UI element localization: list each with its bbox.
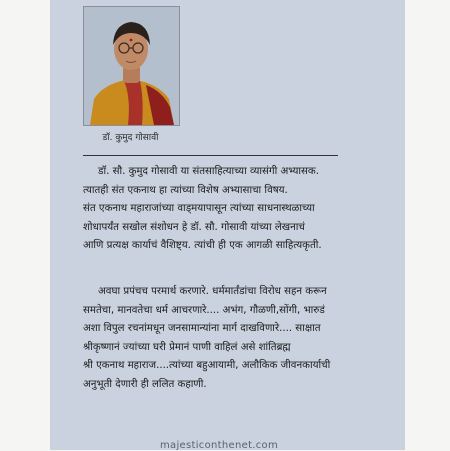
text-line: त्यातही संत एकनाथ हा त्यांच्या विशेष अभ्यासाचा विषय. (83, 184, 288, 196)
author-portrait-image (84, 7, 179, 125)
divider (83, 155, 338, 156)
text-line: डॉ. सौ. कुमुद गोसावी या संतसाहित्याच्या व्यासंगी अभ्यासक. (98, 166, 319, 177)
watermark: majesticonthenet.com (160, 440, 279, 451)
text-line: श्री एकनाथ महाराज....त्यांच्या बहुआयामी, अलौकिक जीवनकार्याची (83, 360, 331, 372)
text-line: अशा विपुल रचनांमधून जनसामान्यांना मार्ग दाखविणारे.... साक्षात (83, 323, 321, 335)
text-line: आणि प्रत्यक्ष कार्याचं वैशिष्ट्य. त्यांची ही एक आगळी साहित्यकृती. (83, 240, 322, 252)
text-line: शोधापर्यंत सखोल संशोधन हे डॉ. सौ. गोसावी यांच्या लेखनाचं (83, 221, 305, 233)
text-line: अवघा प्रपंचच परमार्थ करणारे. धर्ममार्तंडांचा विरोध सहन करून (98, 286, 327, 297)
text-line: समतेचा, मानवतेचा धर्म आचरणारे.... अभंग, गौळणी,सोंगी, भारुडं (83, 304, 325, 316)
text-line: श्रीकृष्णानं ज्यांच्या घरी प्रेमानं पाणी वाहिलं असे शांतिब्रह्म (83, 341, 291, 353)
book-blurb-paragraph (83, 283, 383, 395)
author-bio-paragraph (83, 163, 383, 256)
text-line: अनुभूती देणारी ही ललित कहाणी. (83, 378, 207, 390)
author-caption: डॉ. कुमुद गोसावी (102, 133, 159, 143)
author-photo (83, 6, 180, 126)
text-line: संत एकनाथ महाराजांच्या वाड्‌मयापासून त्यांच्या साधनास्थळाच्या (83, 203, 315, 215)
